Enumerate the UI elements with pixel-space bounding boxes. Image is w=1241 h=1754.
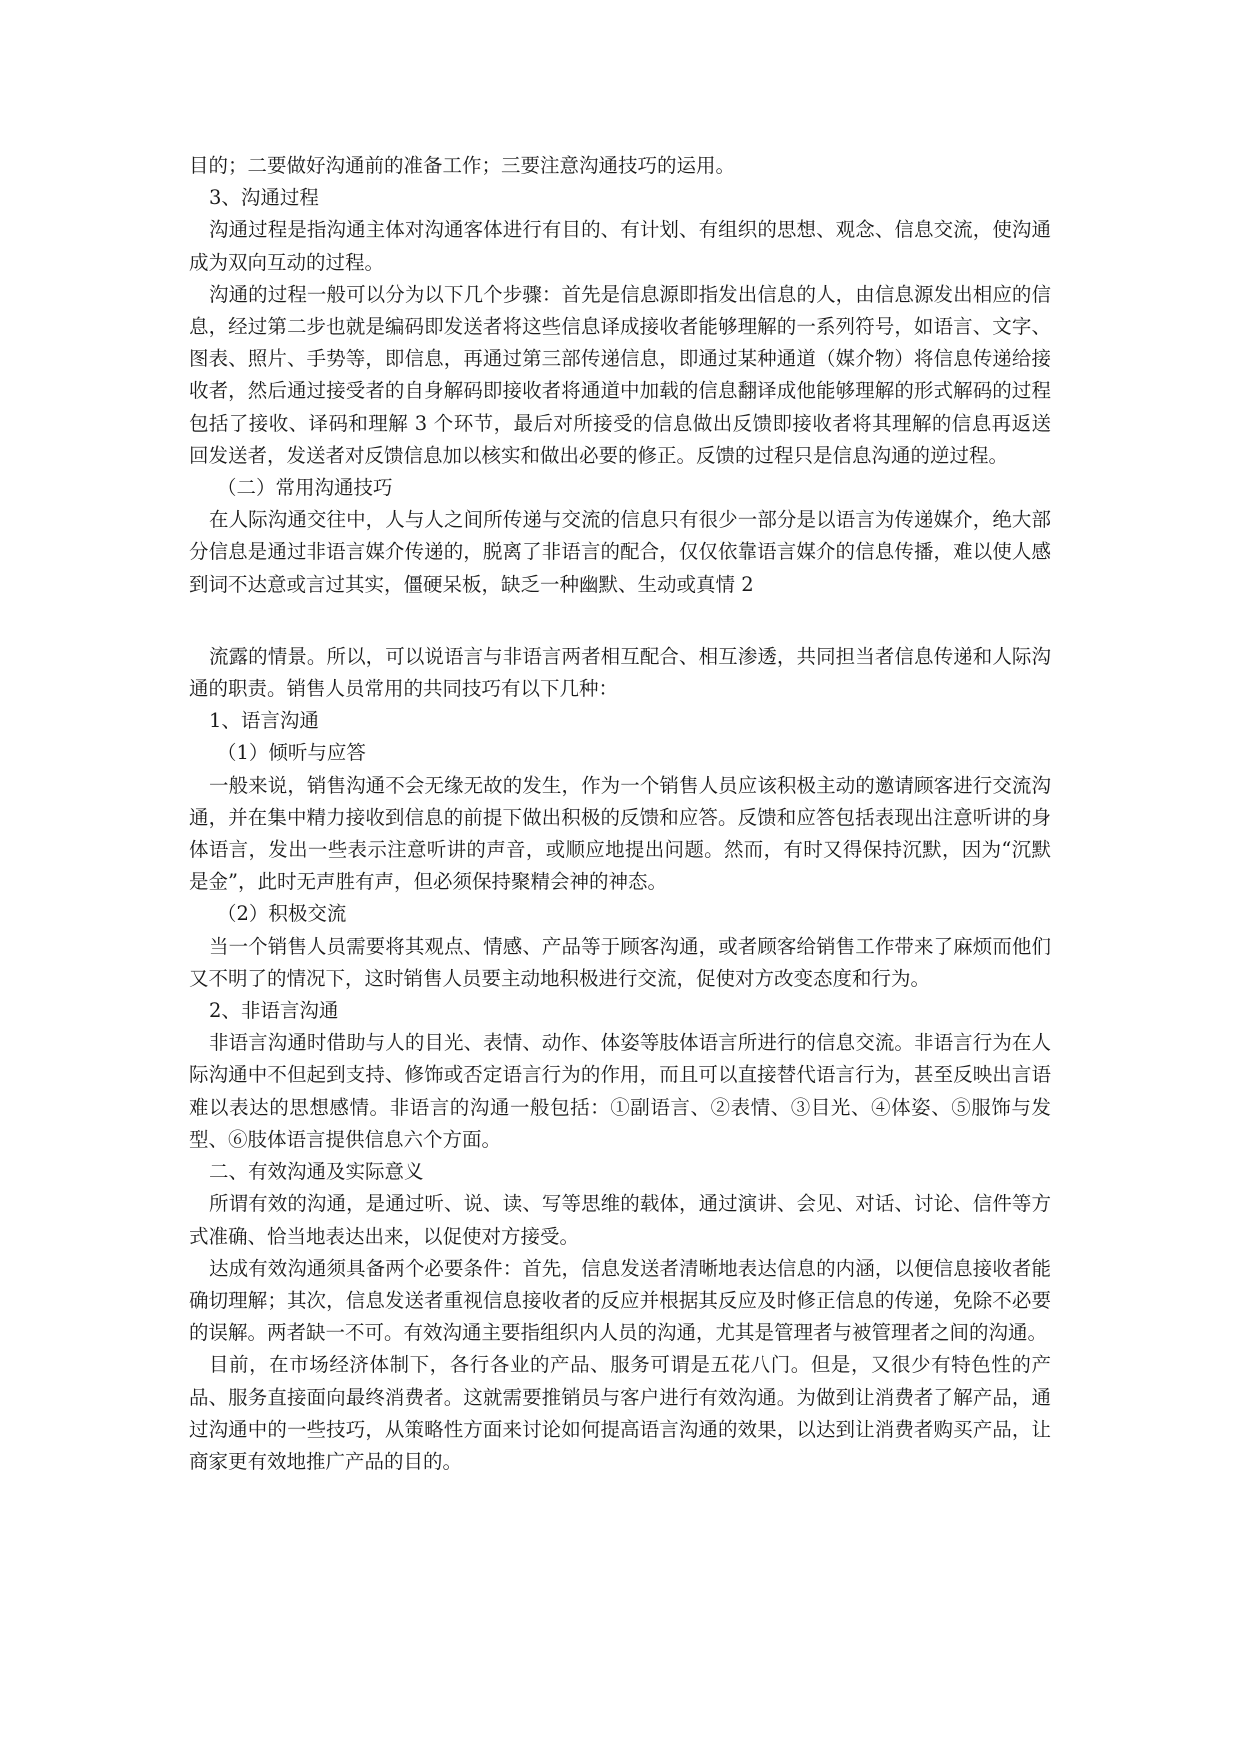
paragraph-effective-conditions: 达成有效沟通须具备两个必要条件：首先，信息发送者清晰地表达信息的内涵，以便信息接收者能确切理解；其次，信息发送者重视信息接收者的反应并根据其反应及时修正信息的传递，免除不必要的误解。两者缺一不可。有效沟通主要指组织内人员的沟通，尤其是管理者与被管理者之间的沟通。	[189, 1256, 1051, 1345]
paragraph-process-definition: 沟通过程是指沟通主体对沟通客体进行有目的、有计划、有组织的思想、观念、信息交流，使沟通成为双向互动的过程。	[189, 218, 1051, 274]
section-heading-effective: 二、有效沟通及实际意义	[209, 1160, 424, 1184]
paragraph-active-exchange: 当一个销售人员需要将其观点、情感、产品等于顾客沟通，或者顾客给销售工作带来了麻烦而他们又不明了的情况下，这时销售人员要主动地积极进行交流，促使对方改变态度和行为。	[189, 934, 1051, 990]
paragraph-effective-definition: 所谓有效的沟通，是通过听、说、读、写等思维的载体，通过演讲、会见、对话、讨论、信件等方式准确、恰当地表达出来，以促使对方接受。	[189, 1192, 1051, 1248]
paragraph-nonverbal: 非语言沟通时借助与人的目光、表情、动作、体姿等肢体语言所进行的信息交流。非语言行为在人际沟通中不但起到支持、修饰或否定语言行为的作用，而且可以直接替代语言行为，甚至反映出言语难以表达的思想感情。非语言的沟通一般包括：①副语言、②表情、③目光、④体姿、⑤服饰与发型、⑥肢体语言提供信息六个方面。	[189, 1031, 1051, 1151]
document-body	[189, 150, 1051, 1478]
section-heading-listening: （1）倾听与应答	[217, 741, 366, 765]
paragraph-cooperation: 流露的情景。所以，可以说语言与非语言两者相互配合、相互渗透，共同担当者信息传递和人际沟通的职责。销售人员常用的共同技巧有以下几种：	[189, 644, 1051, 701]
section-heading-verbal: 1、语言沟通	[209, 709, 319, 733]
section-heading-common-skills: （二）常用沟通技巧	[217, 476, 393, 500]
paragraph-nonverbal-share: 在人际沟通交往中，人与人之间所传递与交流的信息只有很少一部分是以语言为传递媒介，绝大部分信息是通过非语言媒介传递的，脱离了非语言的配合，仅仅依靠语言媒介的信息传播，难以使人感到词不达意或言过其实，僵硬呆板，缺乏一种幽默、生动或真情 2	[189, 508, 1051, 596]
paragraph-listening: 一般来说，销售沟通不会无缘无故的发生，作为一个销售人员应该积极主动的邀请顾客进行交流沟通，并在集中精力接收到信息的前提下做出积极的反馈和应答。反馈和应答包括表现出注意听讲的身体语言，发出一些表示注意听讲的声音，或顺应地提出问题。然而，有时又得保持沉默，因为“沉默是金”，此时无声胜有声，但必须保持聚精会神的神态。	[189, 773, 1051, 894]
section-heading-communication-process: 3、沟通过程	[209, 186, 319, 210]
paragraph-market: 目前，在市场经济体制下，各行各业的产品、服务可谓是五花八门。但是，又很少有特色性的产品、服务直接面向最终消费者。这就需要推销员与客户进行有效沟通。为做到让消费者了解产品，通过沟通中的一些技巧，从策略性方面来讨论如何提高语言沟通的效果，以达到让消费者购买产品，让商家更有效地推广产品的目的。	[189, 1353, 1051, 1473]
section-heading-nonverbal: 2、非语言沟通	[209, 999, 339, 1023]
paragraph-continuation: 目的；二要做好沟通前的准备工作；三要注意沟通技巧的运用。	[189, 154, 736, 177]
page-break-gap	[189, 601, 1051, 641]
section-heading-active-exchange: （2）积极交流	[217, 902, 347, 926]
paragraph-process-steps: 沟通的过程一般可以分为以下几个步骤：首先是信息源即指发出信息的人，由信息源发出相应的信息，经过第二步也就是编码即发送者将这些信息译成接收者能够理解的一系列符号，如语言、文字、图表、照片、手势等，即信息，再通过第三部传递信息，即通过某种通道（媒介物）将信息传递给接收者，然后通过接受者的自身解码即接收者将通道中加载的信息翻译成他能够理解的形式解码的过程包括了接收、译码和理解 3 个环节，最后对所接受的信息做出反馈即接收者将其理解的信息再返送回发送者，发送者对反馈信息加以核实和做出必要的修正。反馈的过程只是信息沟通的逆过程。	[189, 282, 1051, 467]
